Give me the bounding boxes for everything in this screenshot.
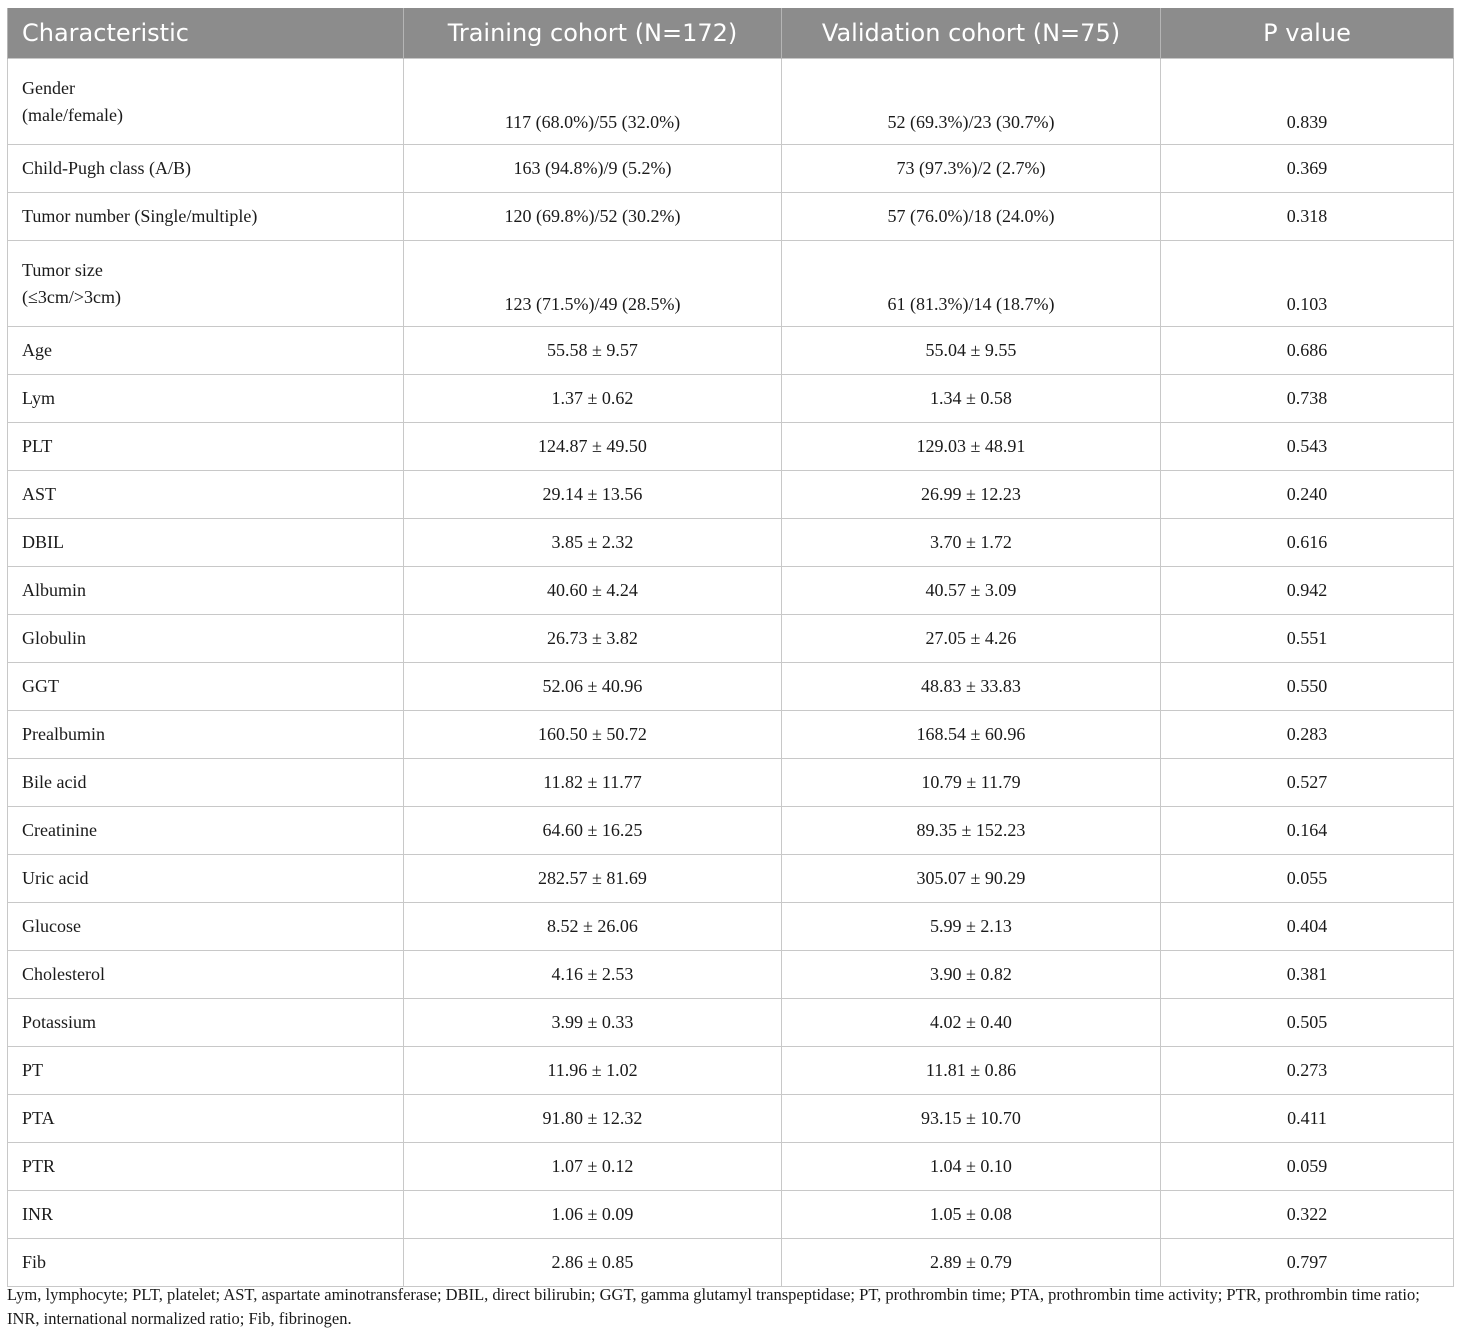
characteristic-cell (8, 327, 404, 375)
table-row (8, 807, 1454, 855)
table-row (8, 1095, 1454, 1143)
validation-value-cell: 48.83 ± 33.83 (782, 663, 1161, 711)
table-row (8, 999, 1454, 1047)
p-value-cell: 0.381 (1161, 951, 1454, 999)
training-value-cell: 123 (71.5%)/49 (28.5%) (404, 241, 782, 327)
p-value-cell: 0.283 (1161, 711, 1454, 759)
p-value-cell: 0.505 (1161, 999, 1454, 1047)
validation-value-cell: 57 (76.0%)/18 (24.0%) (782, 193, 1161, 241)
characteristic-cell (8, 423, 404, 471)
characteristic-label: Child-Pugh class (A/B) (22, 158, 191, 178)
training-value-cell: 120 (69.8%)/52 (30.2%) (404, 193, 782, 241)
p-value-cell: 0.616 (1161, 519, 1454, 567)
training-value-cell: 2.86 ± 0.85 (404, 1239, 782, 1287)
table-row (8, 327, 1454, 375)
training-value-cell: 55.58 ± 9.57 (404, 327, 782, 375)
p-value-cell: 0.839 (1161, 59, 1454, 145)
characteristic-cell (8, 663, 404, 711)
validation-value-cell: 11.81 ± 0.86 (782, 1047, 1161, 1095)
characteristic-label: Uric acid (22, 868, 89, 888)
characteristic-cell (8, 999, 404, 1047)
training-value-cell: 8.52 ± 26.06 (404, 903, 782, 951)
training-value-cell: 29.14 ± 13.56 (404, 471, 782, 519)
characteristic-cell (8, 759, 404, 807)
validation-value-cell: 1.04 ± 0.10 (782, 1143, 1161, 1191)
p-value-cell: 0.543 (1161, 423, 1454, 471)
characteristic-cell (8, 855, 404, 903)
characteristic-cell (8, 711, 404, 759)
p-value-cell: 0.322 (1161, 1191, 1454, 1239)
table-row (8, 145, 1454, 193)
characteristic-cell (8, 193, 404, 241)
characteristic-cell (8, 519, 404, 567)
training-value-cell: 3.85 ± 2.32 (404, 519, 782, 567)
characteristic-label: DBIL (22, 532, 64, 552)
characteristic-cell (8, 903, 404, 951)
training-value-cell: 11.82 ± 11.77 (404, 759, 782, 807)
validation-value-cell: 1.05 ± 0.08 (782, 1191, 1161, 1239)
characteristic-cell (8, 145, 404, 193)
table-row (8, 375, 1454, 423)
p-value-cell: 0.797 (1161, 1239, 1454, 1287)
characteristic-label: Albumin (22, 580, 87, 600)
training-value-cell: 117 (68.0%)/55 (32.0%) (404, 59, 782, 145)
validation-value-cell: 52 (69.3%)/23 (30.7%) (782, 59, 1161, 145)
table-footnote: Lym, lymphocyte; PLT, platelet; AST, aspartate aminotransferase; DBIL, direct bilirubin; GGT, gamma glutamyl transpeptidase; PT, prothrombin time; PTA, prothrombin time activity; PTR, prothrombin time ratio; INR, international normalized ratio; Fib, fibrinogen. (7, 1285, 1420, 1328)
characteristic-cell (8, 615, 404, 663)
validation-value-cell: 3.70 ± 1.72 (782, 519, 1161, 567)
characteristic-label: INR (22, 1204, 53, 1224)
validation-value-cell: 61 (81.3%)/14 (18.7%) (782, 241, 1161, 327)
characteristic-label: Fib (22, 1252, 47, 1272)
training-value-cell: 11.96 ± 1.02 (404, 1047, 782, 1095)
validation-value-cell: 27.05 ± 4.26 (782, 615, 1161, 663)
p-value-cell: 0.240 (1161, 471, 1454, 519)
p-value-cell: 0.527 (1161, 759, 1454, 807)
training-value-cell: 282.57 ± 81.69 (404, 855, 782, 903)
characteristic-cell (8, 951, 404, 999)
table-row (8, 241, 1454, 327)
training-value-cell: 1.06 ± 0.09 (404, 1191, 782, 1239)
table-row (8, 903, 1454, 951)
characteristic-label: PLT (22, 436, 53, 456)
characteristic-cell (8, 567, 404, 615)
characteristic-cell (8, 241, 404, 327)
characteristic-cell (8, 1143, 404, 1191)
characteristic-label: Age (22, 340, 52, 360)
characteristic-label: Gender (22, 77, 75, 98)
characteristic-cell (8, 1095, 404, 1143)
p-value-cell: 0.942 (1161, 567, 1454, 615)
table-body (8, 59, 1454, 1287)
header-validation-cohort: Validation cohort (N=75) (782, 8, 1161, 59)
validation-value-cell: 4.02 ± 0.40 (782, 999, 1161, 1047)
training-value-cell: 64.60 ± 16.25 (404, 807, 782, 855)
p-value-cell: 0.273 (1161, 1047, 1454, 1095)
characteristic-label: Bile acid (22, 772, 87, 792)
validation-value-cell: 129.03 ± 48.91 (782, 423, 1161, 471)
table-row (8, 193, 1454, 241)
characteristic-label: AST (22, 484, 57, 504)
training-value-cell: 124.87 ± 49.50 (404, 423, 782, 471)
characteristic-label: Tumor number (Single/multiple) (22, 206, 258, 226)
table-header (8, 8, 1454, 59)
header-row (8, 8, 1454, 59)
table-row (8, 1143, 1454, 1191)
table-row (8, 951, 1454, 999)
p-value-cell: 0.686 (1161, 327, 1454, 375)
validation-value-cell: 26.99 ± 12.23 (782, 471, 1161, 519)
p-value-cell: 0.164 (1161, 807, 1454, 855)
characteristic-cell (8, 375, 404, 423)
characteristic-label: PTR (22, 1156, 56, 1176)
p-value-cell: 0.059 (1161, 1143, 1454, 1191)
p-value-cell: 0.318 (1161, 193, 1454, 241)
characteristic-label: Lym (22, 388, 56, 408)
characteristic-cell (8, 807, 404, 855)
validation-value-cell: 3.90 ± 0.82 (782, 951, 1161, 999)
characteristic-cell (8, 471, 404, 519)
validation-value-cell: 55.04 ± 9.55 (782, 327, 1161, 375)
table-row (8, 471, 1454, 519)
characteristic-label: GGT (22, 676, 59, 696)
table-row (8, 519, 1454, 567)
training-value-cell: 1.07 ± 0.12 (404, 1143, 782, 1191)
characteristic-label: Tumor size (22, 259, 103, 280)
validation-value-cell: 40.57 ± 3.09 (782, 567, 1161, 615)
p-value-cell: 0.103 (1161, 241, 1454, 327)
table-row (8, 59, 1454, 145)
validation-value-cell: 73 (97.3%)/2 (2.7%) (782, 145, 1161, 193)
table-row (8, 615, 1454, 663)
characteristic-label: Prealbumin (22, 724, 105, 744)
characteristic-label: Creatinine (22, 820, 97, 840)
characteristic-label: Potassium (22, 1012, 97, 1032)
training-value-cell: 3.99 ± 0.33 (404, 999, 782, 1047)
table-row (8, 567, 1454, 615)
characteristic-cell (8, 1239, 404, 1287)
training-value-cell: 4.16 ± 2.53 (404, 951, 782, 999)
validation-value-cell: 10.79 ± 11.79 (782, 759, 1161, 807)
header-p-value: P value (1161, 8, 1454, 59)
characteristic-label: (≤3cm/>3cm) (22, 286, 121, 307)
characteristic-cell (8, 1047, 404, 1095)
training-value-cell: 40.60 ± 4.24 (404, 567, 782, 615)
characteristic-label: (male/female) (22, 104, 123, 125)
validation-value-cell: 1.34 ± 0.58 (782, 375, 1161, 423)
training-value-cell: 1.37 ± 0.62 (404, 375, 782, 423)
characteristics-table (7, 8, 1454, 1287)
validation-value-cell: 305.07 ± 90.29 (782, 855, 1161, 903)
validation-value-cell: 168.54 ± 60.96 (782, 711, 1161, 759)
p-value-cell: 0.738 (1161, 375, 1454, 423)
characteristic-cell (8, 1191, 404, 1239)
characteristic-label: Globulin (22, 628, 87, 648)
header-characteristic: Characteristic (8, 8, 404, 59)
p-value-cell: 0.550 (1161, 663, 1454, 711)
characteristic-label: Cholesterol (22, 964, 105, 984)
characteristic-label: PTA (22, 1108, 55, 1128)
p-value-cell: 0.404 (1161, 903, 1454, 951)
table-row (8, 759, 1454, 807)
table-row (8, 663, 1454, 711)
training-value-cell: 26.73 ± 3.82 (404, 615, 782, 663)
p-value-cell: 0.411 (1161, 1095, 1454, 1143)
header-training-cohort: Training cohort (N=172) (404, 8, 782, 59)
table-row (8, 423, 1454, 471)
table-row (8, 855, 1454, 903)
table-container (7, 8, 1453, 1287)
training-value-cell: 52.06 ± 40.96 (404, 663, 782, 711)
validation-value-cell: 2.89 ± 0.79 (782, 1239, 1161, 1287)
validation-value-cell: 89.35 ± 152.23 (782, 807, 1161, 855)
validation-value-cell: 5.99 ± 2.13 (782, 903, 1161, 951)
characteristic-label: Glucose (22, 916, 81, 936)
table-row (8, 1047, 1454, 1095)
training-value-cell: 91.80 ± 12.32 (404, 1095, 782, 1143)
characteristic-cell (8, 59, 404, 145)
p-value-cell: 0.055 (1161, 855, 1454, 903)
p-value-cell: 0.369 (1161, 145, 1454, 193)
table-row (8, 1239, 1454, 1287)
training-value-cell: 163 (94.8%)/9 (5.2%) (404, 145, 782, 193)
training-value-cell: 160.50 ± 50.72 (404, 711, 782, 759)
characteristic-label: PT (22, 1060, 44, 1080)
table-row (8, 1191, 1454, 1239)
validation-value-cell: 93.15 ± 10.70 (782, 1095, 1161, 1143)
p-value-cell: 0.551 (1161, 615, 1454, 663)
table-row (8, 711, 1454, 759)
